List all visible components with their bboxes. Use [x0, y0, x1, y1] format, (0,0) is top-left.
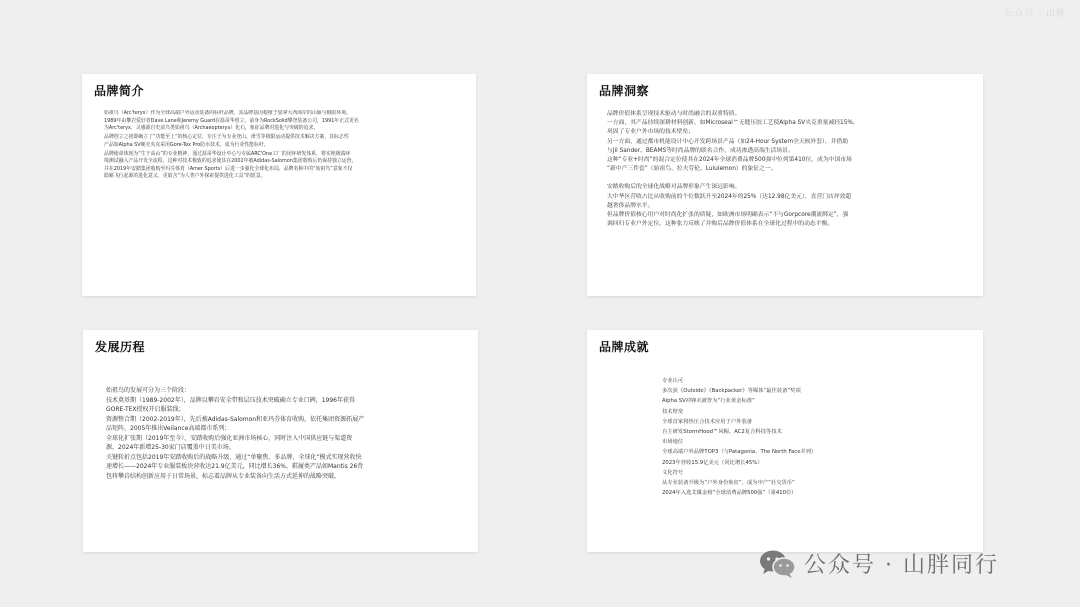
insight-body — [607, 110, 979, 229]
insight-paragraph-2: 安踏收购后的全球化战略对品牌形象产生深远影响。 大中华区营收占比从收购前的个位数跃升至2024年的25%（达12.98亿美元），直营门店坪效超 越奢侈品牌水平。 但品牌价值核心用户对时尚化扩张的质疑，如欧洲市场明确表示“不与Gorpcore潮流绑定”，强 调回归专业户外定位。这种张力反映了并购后品牌价值体系在全球化过程中的动态平衡。 — [607, 184, 852, 228]
intro-paragraph-2: 品牌创立之初即确立了“功能至上”的核心定位，专注于为专业登山、滑雪等极限运动提供技术解决方案，其标志性 产品如Alpha SV硬壳夹克采用Gore-Tex Pro防水技术，成为行业性能标杆。 — [104, 134, 349, 148]
history-body — [106, 386, 468, 481]
brand-intro-card — [82, 74, 476, 296]
development-history-card — [83, 330, 478, 552]
intro-body — [104, 110, 460, 182]
footer-watermark-text: 公众号 · 山胖同行 — [804, 553, 999, 578]
card-title-history: 发展历程 — [95, 340, 146, 354]
wechat-icon — [758, 549, 798, 579]
footer-watermark — [758, 548, 999, 579]
card-title-insight: 品牌洞察 — [599, 84, 650, 98]
brand-achievements-card — [587, 330, 983, 552]
brand-insight-card — [587, 74, 983, 296]
achievements-body — [662, 376, 962, 498]
card-title-intro: 品牌简介 — [94, 84, 145, 98]
top-watermark: 公众号 · 山胖 — [1004, 9, 1066, 19]
intro-paragraph-1: 始祖鸟（Arc'teryx）作为全球高端户外运动装备的标杆品牌，其品牌基因根植于加拿大西海岸的山脉与极限环境。 1989年由攀岩爱好者Dave Lane和Jeremy Guard在温哥华创立，前身为RockSolid攀登装备公司，1991年正式更名 为Arc'teryx，灵感源自史前鸟类始祖鸟（Archaeopteryx）化石，象征品牌对进化与突破的追求。 — [104, 110, 359, 131]
insight-paragraph-1: 品牌价值体系呈现技术驱动与时尚融合的双重特质。 一方面，其产品持续深耕材料创新，如Microseal™无缝压胶工艺使Alpha SV夹克重量减轻15%， 巩固了专业户外市场的技术壁垒； 另一方面，通过都市机能设计中心开发跨场景产品（如24-Hour System全天候外套），并借助 与Jil Sander、BEAMS等时尚品牌的联名合作，成功渗透高端生活场景。 这种“专业+时尚”的混合定位使其在2024年全球消费品牌500强中位列第410位，成为中国市场 “新中产三件套”（始祖鸟、拉夫劳伦、Lululemon）的象征之一。 — [607, 111, 859, 173]
intro-paragraph-3: 品牌使命体现为“生于高山”的专业精神，通过温哥华设计中心与专属ARC'One工厂的闭环研发体系，将实地极端环 境测试融入产品开发全流程，这种对技术极致的追求使其在2002年被Adidas-Salomon集团收购后仍保持独立运营， 并在2019年安踏集团收购至玛芬体育（Amer Sports）后进一步强化全球化布局，品牌名称中的“始祖鸟”意象不仅 隐喻飞行起源的进化意义，更暗含“为人类户外探索提供进化工具”的愿景。 — [104, 150, 357, 179]
achievements-list: 专业认可 多次获《Outside》《Backpacker》等媒体“最佳装备”奖项 Alpha SV冲锋衣被誉为“行业黄金标准” 技术壁垒 全球首家将热压合技术应用于户外装备 自主研发StormHood™风帽、AC2复合科技等技术 市场地位 全球高端户外品牌TOP3（与Patagonia、The North Face并列） 2023年营收15.9亿美元（同比增长45%） 文化符号 从专业装备升级为“户外身份象征”、成为中产“社交货币” 2024年入选艾媒金榜“全球消费品牌500强”（第410位） — [662, 378, 817, 497]
card-title-achievements: 品牌成就 — [599, 340, 650, 354]
history-paragraph-1: 始祖鸟的发展可分为三个阶段： 技术奠基期（1989-2002年），品牌以攀岩安全带和层压技术突破确立专业口碑，1996年获得 GORE-TEX授权开启服装线； 资源整合期（2002-2019年），先后被Adidas-Salomon和亚玛芬体育收购，依托集团资源拓展产 品矩阵，2005年推出Veilance高端都市系列； 全球化扩张期（2019年至今），安踏收购后强化亚洲市场核心，同时注入中国供应链与渠道资 源，2024年新增25-30家门店覆盖中日美市场。 关键转折点包括2019年安踏收购后的战略升级，通过“单聚焦、多品牌、全球化”模式实现营收快 速增长——2024年专业服装板块营收达21.9亿美元，同比增长36%，鞋履类产品如Mantis 26背 包将攀岩结构创新应用于日常场景，标志着品牌从专业装备向生活方式延伸的战略突破。 — [106, 387, 365, 480]
